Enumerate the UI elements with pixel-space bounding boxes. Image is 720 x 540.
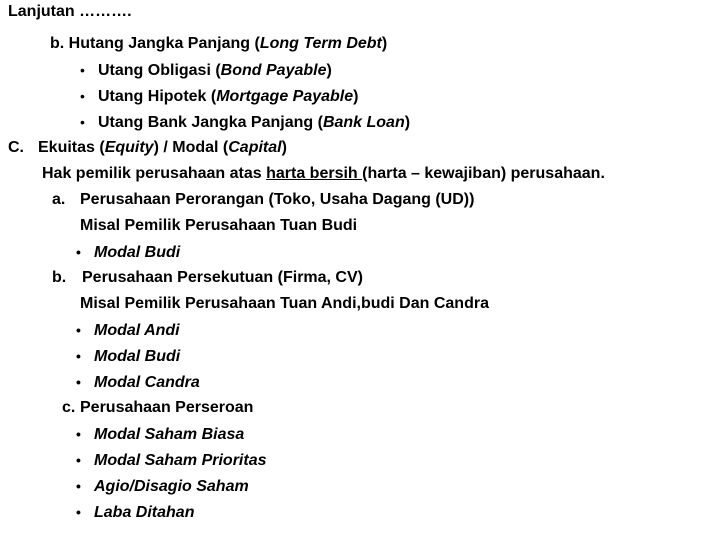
sub-a-example: Misal Pemilik Perusahaan Tuan Budi — [80, 217, 358, 234]
list-item: • Modal Saham Prioritas — [76, 452, 267, 469]
list-item: • Modal Andi — [76, 322, 180, 339]
sub-a-heading: a. Perusahaan Perorangan (Toko, Usaha Dagang (UD)) — [52, 191, 475, 208]
section-b-label: b. — [50, 35, 65, 52]
bullet-icon: • — [76, 374, 81, 390]
list-item: • Utang Hipotek (Mortgage Payable) — [80, 88, 359, 105]
list-item: • Modal Saham Biasa — [76, 426, 245, 443]
list-item: • Laba Ditahan — [76, 504, 195, 521]
list-item: • Modal Budi — [76, 348, 181, 365]
bullet-icon: • — [76, 478, 81, 494]
bullet-icon: • — [80, 88, 85, 104]
section-c-heading: C. Ekuitas (Equity) / Modal (Capital) — [8, 139, 287, 156]
bullet-icon: • — [76, 322, 81, 338]
section-b-title: Hutang Jangka Panjang ( — [68, 35, 260, 52]
section-b-heading — [50, 34, 387, 54]
bullet-icon: • — [76, 244, 81, 260]
header-text: Lanjutan ………. — [8, 3, 132, 20]
section-b-title-italic: Long Term Debt — [259, 35, 382, 52]
slide-header — [8, 2, 132, 22]
section-c-description: Hak pemilik perusahaan atas harta bersih (harta – kewajiban) perusahaan. — [42, 165, 605, 182]
list-item: • Modal Candra — [76, 374, 200, 391]
list-item: • Agio/Disagio Saham — [76, 478, 249, 495]
bullet-icon: • — [76, 452, 81, 468]
list-item: • Utang Obligasi (Bond Payable) — [80, 62, 332, 79]
bullet-icon: • — [80, 114, 85, 130]
bullet-icon: • — [76, 426, 81, 442]
list-item: • Modal Budi — [76, 244, 181, 261]
sub-b-heading: b. Perusahaan Persekutuan (Firma, CV) — [52, 269, 363, 286]
sub-c-heading: c. Perusahaan Perseroan — [62, 399, 254, 416]
bullet-icon: • — [76, 348, 81, 364]
bullet-icon: • — [80, 62, 85, 78]
list-item: • Utang Bank Jangka Panjang (Bank Loan) — [80, 114, 411, 131]
bullet-icon: • — [76, 504, 81, 520]
underlined-term: harta bersih — [266, 165, 363, 182]
sub-b-example: Misal Pemilik Perusahaan Tuan Andi,budi Dan Candra — [80, 295, 489, 312]
section-c-label: C. — [8, 139, 24, 156]
section-b-title-end: ) — [381, 35, 388, 52]
